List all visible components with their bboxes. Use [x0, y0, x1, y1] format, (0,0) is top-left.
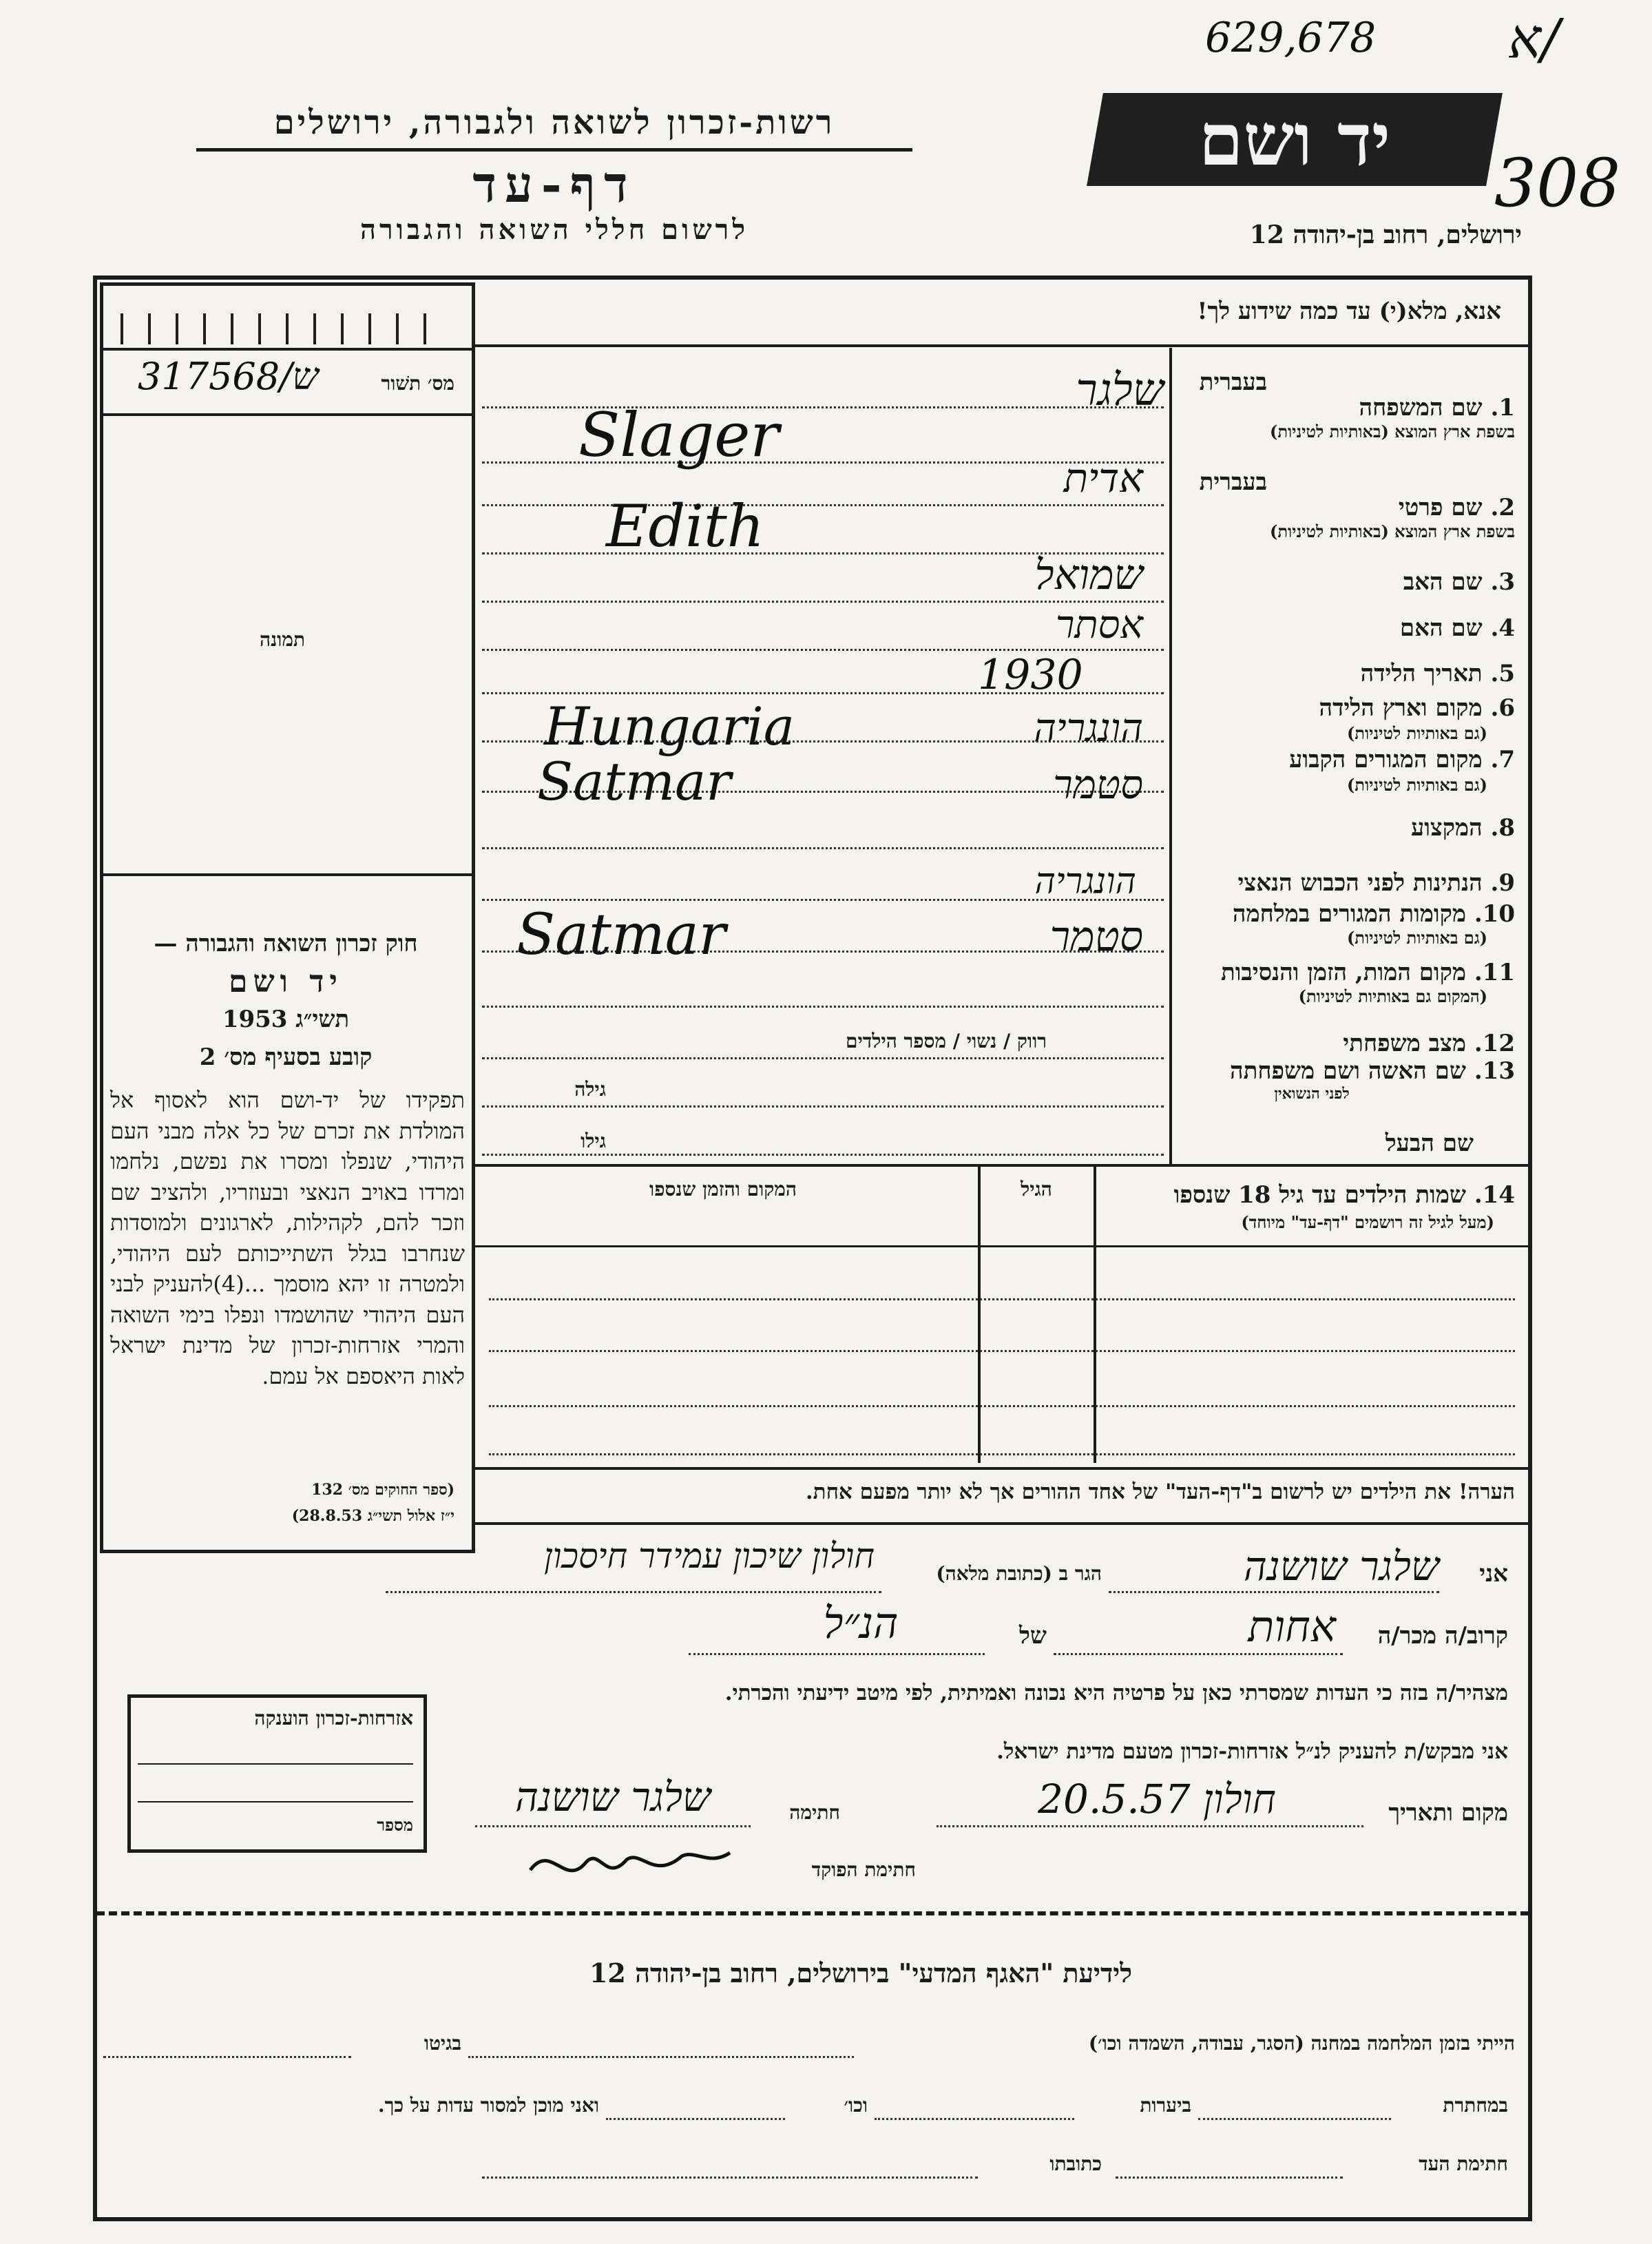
law-title: חוק זכרון השואה והגבורה — [154, 930, 418, 957]
field-10-num: 10. [1474, 900, 1515, 928]
decl-statement-2: אני מבקש/ת להעניק לנ״ל אזרחות-זכרון מטעם מדינת ישראל. [996, 1739, 1508, 1764]
law-name: יד ושם [229, 964, 343, 999]
field-1-label [1184, 394, 1515, 422]
decl-of-line [689, 1653, 985, 1655]
children-num: 14. [1474, 1181, 1515, 1209]
children-col-1 [1094, 1165, 1096, 1463]
decl-of-label: של [1019, 1622, 1047, 1650]
decl-statement-1: מצהיר/ה בזה כי העדות שמסרתי כאן על פרטיה היא נכונה ואמיתית, לפי מיטב ידיעתי והכרתי. [724, 1681, 1508, 1705]
institution-underline [196, 148, 912, 152]
entry-line [482, 1057, 1164, 1059]
field-13-age-label: גילה [574, 1078, 606, 1101]
children-header-line [475, 1245, 1529, 1247]
field-2-sub: בשפת ארץ המוצא (באותיות לטיניות) [1270, 521, 1515, 541]
photo-label: תמונה [259, 628, 306, 651]
citizenship-label: אזרחות-זכרון הוענקה [254, 1707, 413, 1729]
decl-place-date-value: חולון 20.5.57 [1038, 1776, 1276, 1822]
field-9-num: 9. [1490, 869, 1515, 897]
decl-officer-label: חתימת הפוקד [811, 1858, 916, 1881]
decl-relative-label: קרוב/ה מכר/ה [1377, 1622, 1508, 1650]
field-11-text: מקום המות, הזמן והנסיבות [1220, 959, 1466, 986]
children-row-line [489, 1350, 1515, 1352]
children-top-line [475, 1164, 1529, 1167]
entry-line [482, 1006, 1164, 1008]
law-ref-1: (ספר החוקים מס׳ 132 [311, 1481, 454, 1499]
citizenship-line-2 [138, 1801, 413, 1803]
serial-label: מס׳ תשׁור [381, 372, 454, 395]
field-10-heb-value: סטמר [1049, 913, 1143, 961]
logo [1087, 93, 1503, 186]
footer-address-line [482, 2177, 978, 2179]
children-col-place: המקום והזמן שנספו [649, 1178, 797, 1201]
field-4-label [1184, 614, 1515, 642]
footer-etc-line [606, 2118, 785, 2120]
husband-label: שם הבעל [1385, 1130, 1474, 1157]
intro-line [475, 344, 1529, 347]
footer-title: לידיעת "האגף המדעי" בירושלים, רחוב בן-יהודה 12 [589, 1957, 1133, 1988]
field-3-label [1184, 568, 1515, 596]
field-4-value: אסתר [1055, 603, 1143, 647]
field-1-heb-value: שלגר [1076, 365, 1164, 416]
field-4-num: 4. [1490, 614, 1515, 642]
field-12-num: 12. [1474, 1030, 1515, 1057]
field-13-label [1184, 1057, 1515, 1085]
field-9-text: הנתינות לפני הכבוש הנאצי [1237, 869, 1483, 897]
field-6-heb-value: הונגריה [1034, 706, 1143, 751]
field-2-text: שם פרטי [1398, 494, 1483, 521]
logo-text: יד ושם [1198, 97, 1391, 182]
footer-ghetto-line [103, 2056, 351, 2058]
serial-line [103, 348, 472, 351]
decl-signature-value: שלגר שושנה [514, 1774, 711, 1820]
field-4-text: שם האם [1399, 614, 1483, 642]
field-7-sub: (גם באותיות לטיניות) [1346, 775, 1487, 795]
field-2-lat-value: Edith [606, 492, 764, 560]
form-subtitle: לרשום חללי השואה והגבורה [359, 214, 749, 246]
children-row-line [489, 1405, 1515, 1407]
decl-of-value: הנ״ל [823, 1598, 899, 1648]
footer-underground-line [1198, 2118, 1391, 2120]
children-col-age: הגיל [1021, 1178, 1052, 1201]
field-5-label [1184, 660, 1515, 687]
footer-forests-label: ביערות [1140, 2094, 1191, 2117]
field-7-label [1184, 746, 1515, 773]
corner-number-2: 308 [1494, 145, 1621, 222]
decl-place-date-line [937, 1825, 1363, 1827]
institution-name: רשות-זכרון לשואה ולגבורה, ירושלים [273, 103, 835, 142]
field-6-lat-value: Hungaria [544, 696, 795, 757]
field-2-num: 2. [1490, 494, 1515, 521]
field-3-text: שם האב [1403, 568, 1483, 596]
field-11-num: 11. [1474, 959, 1515, 986]
decl-place-date-label: מקום ותאריך [1388, 1799, 1508, 1827]
field-6-label [1184, 694, 1515, 722]
field-8-label [1184, 814, 1515, 842]
decl-address-value: חולון שיכון עמידר חיסכון [543, 1536, 875, 1576]
corner-mark: א/ [1508, 7, 1560, 71]
law-clause: קובע בסעיף מס׳ 2 [199, 1043, 373, 1071]
children-row-line [489, 1453, 1515, 1455]
children-col-2 [978, 1165, 981, 1463]
footer-etc-label: וכו׳ [844, 2094, 868, 2117]
footer-ghetto-label: בגיטו [424, 2032, 461, 2055]
field-10-label [1184, 900, 1515, 928]
field-2-heb-value: אדית [1063, 455, 1143, 501]
field-13-text: שם האשה ושם משפחתה [1230, 1057, 1466, 1085]
decl-i-name: שלגר שושנה [1243, 1543, 1439, 1590]
field-9-label [1184, 869, 1515, 897]
serial-ticks [121, 313, 451, 344]
field-10-text: מקומות המגורים במלחמה [1232, 900, 1466, 928]
footer-camp-label: הייתי בזמן המלחמה במחנה (הסגר, עבודה, השמדה וכו׳) [1088, 2032, 1515, 2055]
officer-signature-scribble [523, 1829, 744, 1894]
note-top-line [475, 1467, 1529, 1470]
citizenship-line-1 [138, 1763, 413, 1765]
footer-testify-label: ואני מוכן למסור עדות על כך. [377, 2094, 599, 2117]
field-5-num: 5. [1490, 660, 1515, 687]
note-bottom-line [475, 1522, 1529, 1525]
field-12-text: מצב משפחתי [1343, 1030, 1466, 1057]
field-10-lat-value: Satmar [516, 902, 726, 968]
field-9-value: הונגריה [1034, 861, 1136, 902]
decl-name-line [1109, 1591, 1439, 1593]
serial-value: 317568/ש [138, 355, 319, 398]
children-label [1102, 1181, 1515, 1209]
decl-signature-label: חתימה [789, 1801, 840, 1824]
decl-relation-line [1054, 1653, 1343, 1655]
decl-signature-line [475, 1825, 751, 1827]
law-text: תפקידו של יד-ושם הוא לאסוף אל המולדת את זכרם של כל אלה מבני העם היהודי, שנפלו ומסרו את נפשם, נלחמו ומרדו באויב הנאצי ובעוזריו, ולהציב שם וזכר להם, לקהילות, לארגונים ולמוסדות שנחרבו בגלל השתייכותם לעם היהודי, ולמטרה זו יהא מוסמך ...(4)להעניק לבני העם היהודי שהושמדו ונפלו בימי השואה והמרי אזרחות-זכרון של מדינת ישראל לאות היאספם אל עמם. [110, 1087, 465, 1389]
footer-underground-label: במחתרת [1443, 2094, 1508, 2117]
decl-relation-value: אחות [1248, 1601, 1336, 1652]
field-1-sub: בשפת ארץ המוצא (באותיות לטיניות) [1270, 422, 1515, 441]
footer-address-label: כתובתו [1049, 2152, 1102, 2175]
field-3-value: שמואל [1034, 551, 1143, 599]
citizenship-number-label: מספר [377, 1815, 413, 1835]
field-3-num: 3. [1490, 568, 1515, 596]
field-2-tag: בעברית [1199, 468, 1267, 496]
field-5-text: תאריך הלידה [1360, 660, 1483, 687]
children-row-line [489, 1298, 1515, 1300]
form-title: דף-עד [472, 155, 636, 214]
address: ירושלים, רחוב בן-יהודה 12 [1249, 220, 1522, 249]
fields-divider [1169, 348, 1172, 1164]
field-12-label [1184, 1030, 1515, 1057]
field-2-label [1184, 494, 1515, 521]
footer-witness-sign-label: חתימת העד [1419, 2152, 1508, 2175]
serial-underline [103, 413, 472, 416]
footer-camp-line [468, 2056, 854, 2058]
children-sub: (מעל לגיל זה רושמים "דף-עד" מיוחד) [1241, 1212, 1494, 1232]
field-13-sub: לפני הנשואין [1274, 1085, 1350, 1103]
field-1-num: 1. [1490, 394, 1515, 422]
corner-number: 629,678 [1205, 14, 1377, 62]
decl-address-line [386, 1591, 881, 1593]
field-13-num: 13. [1474, 1057, 1515, 1085]
field-8-text: המקצוע [1410, 814, 1483, 842]
field-10-sub: (גם באותיות לטיניות) [1346, 928, 1487, 948]
field-11-sub: (המקום גם באותיות לטיניות) [1298, 986, 1487, 1006]
field-7-lat-value: Satmar [537, 751, 731, 812]
field-11-label [1184, 959, 1515, 986]
note-text: הערה! את הילדים יש לרשום ב"דף-העד" של אחד ההורים אך לא יותר מפעם אחת. [805, 1479, 1515, 1504]
field-1-tag: בעברית [1199, 368, 1267, 396]
decl-resides-label: הגר ב (כתובת מלאה) [936, 1562, 1102, 1585]
law-year: תשי״ג 1953 [222, 1006, 350, 1033]
field-12-inline: רווק / נשוי / מספר הילדים [845, 1030, 1047, 1052]
decl-i-label: אני [1479, 1560, 1508, 1588]
field-7-heb-value: סטמר [1053, 761, 1143, 808]
field-5-value: 1930 [978, 651, 1083, 699]
field-6-text: מקום וארץ הלידה [1319, 694, 1483, 722]
field-7-num: 7. [1490, 746, 1515, 773]
field-7-text: מקום המגורים הקבוע [1289, 746, 1483, 773]
intro-text: אנא, מלא(י) עד כמה שידוע לך! [1197, 298, 1501, 325]
entry-line [482, 1154, 1164, 1156]
children-text: שמות הילדים עד גיל 18 שנספו [1173, 1181, 1466, 1209]
field-8-num: 8. [1490, 814, 1515, 842]
field-6-sub: (גם באותיות לטיניות) [1346, 723, 1487, 743]
footer-witness-sign-line [1116, 2177, 1343, 2179]
entry-line [482, 1105, 1164, 1108]
field-6-num: 6. [1490, 694, 1515, 722]
entry-line [482, 504, 1164, 506]
husband-age-label: גילו [581, 1130, 606, 1152]
field-1-text: שם המשפחה [1359, 394, 1483, 422]
field-1-lat-value: Slager [578, 399, 780, 470]
entry-line [482, 847, 1164, 849]
photo-bottom-line [103, 873, 472, 876]
law-ref-2: י״ז אלול תשי״ג 28.8.53) [291, 1507, 454, 1525]
footer-divider [96, 1911, 1529, 1915]
footer-forests-line [875, 2118, 1074, 2120]
